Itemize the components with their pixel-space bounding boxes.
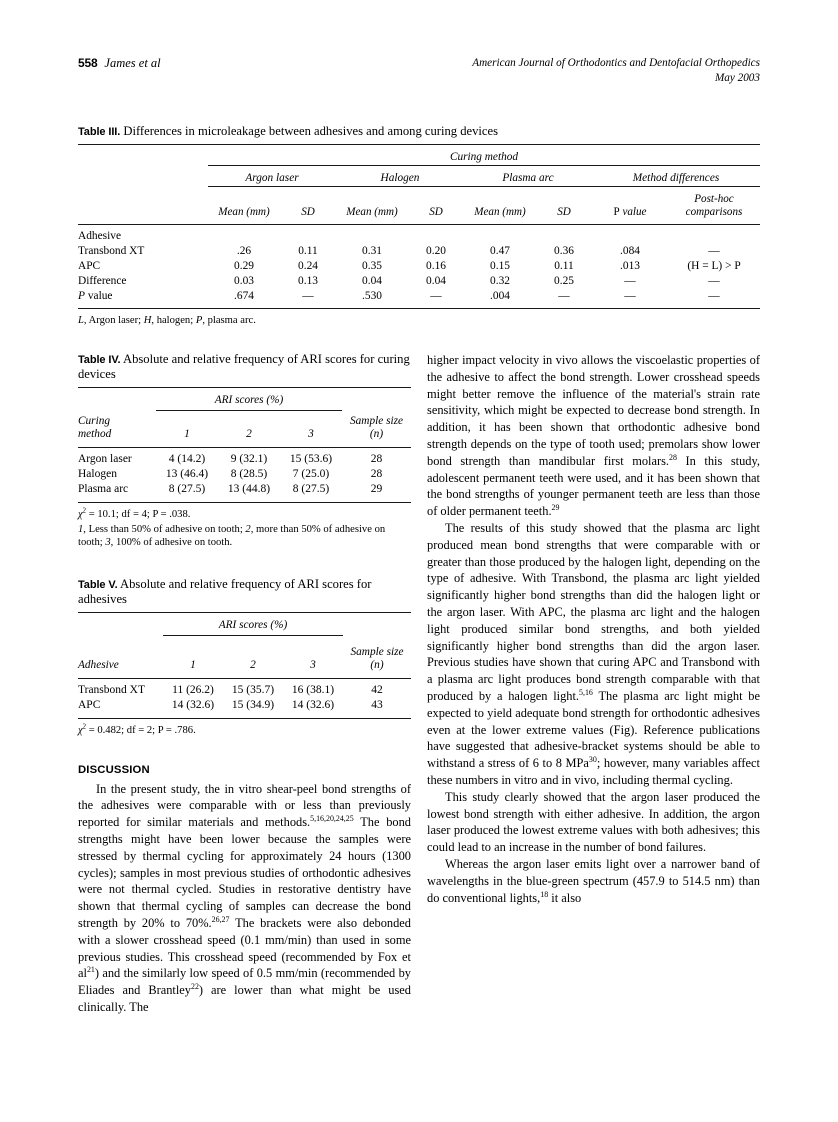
table-5-row-label: APC xyxy=(78,699,101,712)
table-5-caption xyxy=(78,577,411,608)
table-row xyxy=(78,288,760,303)
table-3-cell: 0.16 xyxy=(426,259,446,272)
left-column xyxy=(78,352,411,1016)
table-3-cell: — xyxy=(430,289,442,302)
table-3-cell: — xyxy=(624,274,636,287)
table-5-stats-footnote xyxy=(78,719,411,738)
table-3-cell: 0.15 xyxy=(490,259,510,272)
table-row xyxy=(78,258,760,273)
table-row xyxy=(78,225,760,244)
table-5-cell-n: 43 xyxy=(371,699,383,712)
para-text: The brackets were also debonded with a slower crosshead speed (0.1 mm/min) than used in some previous studies. This crosshead speed (recommended by Fox et al xyxy=(78,915,411,981)
table-4-col-2: 2 xyxy=(246,428,252,441)
table-4-stub-header xyxy=(78,410,156,444)
para-text: ; however, many variables affect these numbers in vitro and in vivo, including thermal cycling. xyxy=(427,756,760,787)
table-3-cell xyxy=(336,225,408,244)
table-3-cell: 0.24 xyxy=(298,259,318,272)
para-text: ) are lower than what might be used clinically. The xyxy=(78,983,411,1014)
table-3-cell xyxy=(464,225,536,244)
para-text: higher impact velocity in vivo allows the viscoelastic properties of the adhesive to affect the bond strength. Lower crosshead speeds might better remove the influence of the material's strain rate sensitivity, which might be expected to decrease bond strength. In addition, it has been shown that orthodontic adhesive bond strength depends on the type of tooth used; premolars show lower bond strength than mandibular first molars. xyxy=(427,353,760,468)
table-5-col-sample-size: Sample size (n) xyxy=(350,646,404,672)
table-3-cell: 0.04 xyxy=(362,274,382,287)
table-3-cell: .013 xyxy=(620,259,640,272)
table-3-cell xyxy=(208,225,280,244)
table-4-caption xyxy=(78,352,411,383)
table-3-cell xyxy=(280,225,336,244)
table-3-row-label: Adhesive xyxy=(78,229,122,242)
table-3-row-label: Difference xyxy=(78,274,127,287)
running-head xyxy=(78,56,760,87)
table-3-cell: .084 xyxy=(620,244,640,257)
table-3-cell: 0.04 xyxy=(426,274,446,287)
right-column xyxy=(427,352,760,906)
table-4-cell-n: 28 xyxy=(370,453,383,466)
table-4-cell: 9 (32.1) xyxy=(230,453,268,466)
ref-lights: 18 xyxy=(540,889,549,899)
table-5-cell: 11 (26.2) xyxy=(172,684,214,697)
table-3-row-label: Transbond XT xyxy=(78,244,145,257)
table-4-cell: 13 (44.8) xyxy=(227,483,271,496)
ref-mpa: 30 xyxy=(588,755,597,764)
table-row xyxy=(78,243,760,258)
table-4-cell: 8 (28.5) xyxy=(230,468,268,481)
table-3-label: Table III. xyxy=(78,126,121,138)
table-5-column-header-row xyxy=(78,635,411,675)
discussion-section xyxy=(78,764,411,1016)
table-3-cell: (H = L) > P xyxy=(687,259,741,272)
table-3-cell: 0.13 xyxy=(298,274,318,287)
table-3-col-posthoc xyxy=(668,187,760,220)
para-text: In the present study, the in vitro shear-peel bond strengths of the adhesives were comparable with or less than previously reported for similar materials and methods. xyxy=(78,781,411,830)
table-3-col-mean-plasma: Mean (mm) xyxy=(474,206,526,219)
page-number: 558 xyxy=(78,56,98,70)
table-3-footnote: L, Argon laser; H, halogen; P, plasma arc. xyxy=(78,315,256,327)
table-3-supergroup-row xyxy=(78,145,760,163)
ref-70pct: 26,27 xyxy=(211,914,230,924)
table-row xyxy=(78,467,411,482)
chi-symbol: χ xyxy=(78,508,83,520)
table-row xyxy=(78,698,411,713)
table-3-cell: 0.29 xyxy=(234,259,254,272)
table-4-cell-n: 28 xyxy=(370,468,383,481)
table-3-cell: 0.11 xyxy=(298,244,318,257)
table-4-cell: 4 (14.2) xyxy=(168,453,206,466)
table-4-row-label: Plasma arc xyxy=(78,483,129,496)
running-head-authors: James et al xyxy=(104,56,161,70)
table-row xyxy=(78,482,411,497)
table-3-cell xyxy=(668,225,760,244)
ref-methods: 5,16,20,24,25 xyxy=(310,814,354,823)
discussion-paragraph-4 xyxy=(427,856,760,906)
table-3-cell: 0.31 xyxy=(362,244,382,257)
table-5-cell: 15 (34.9) xyxy=(231,699,275,712)
table-5-grid xyxy=(78,613,411,713)
table-3-row-label-pvalue: P value xyxy=(78,289,113,302)
table-3-cell xyxy=(408,225,464,244)
table-3-cell: .26 xyxy=(236,244,252,257)
ref-fox: 21 xyxy=(86,965,95,975)
table-row xyxy=(78,273,760,288)
issue-date: May 2003 xyxy=(714,72,760,85)
table-3-cell: 0.11 xyxy=(554,259,574,272)
table-3 xyxy=(78,124,760,328)
chi-symbol: χ xyxy=(78,724,83,736)
table-4-group-row xyxy=(78,388,411,408)
discussion-paragraph-continued xyxy=(427,352,760,520)
table-3-col-sd-halogen: SD xyxy=(429,206,443,219)
table-row xyxy=(78,448,411,467)
table-5-stats-text: = 0.482; df = 2; P = .786. xyxy=(88,724,196,736)
table-5-label: Table V. xyxy=(78,579,118,592)
table-3-cell: — xyxy=(624,289,636,302)
table-5-cell: 14 (32.6) xyxy=(291,699,335,712)
table-3-cell: — xyxy=(302,289,314,302)
table-4-grid xyxy=(78,388,411,497)
table-4-stats-footnote xyxy=(78,503,411,522)
table-5-cell: 15 (35.7) xyxy=(231,684,275,697)
para-text: In this study, adolescent permanent teeth were used, and it has been shown that the bond strengths of younger permanent teeth are less than those of older permanent teeth. xyxy=(427,453,760,519)
table-5-col-1: 1 xyxy=(190,659,196,672)
table-4-stub-header-l1: Curing xyxy=(78,415,111,428)
table-5-cell-n: 42 xyxy=(371,684,383,697)
table-3-group-plasma: Plasma arc xyxy=(502,172,554,185)
table-row xyxy=(78,679,411,698)
table-3-cell: 0.20 xyxy=(426,244,446,257)
table-4-cell: 8 (27.5) xyxy=(168,483,206,496)
table-4-stub-header-l2: method xyxy=(78,428,112,441)
table-4-label: Table IV. xyxy=(78,354,121,366)
table-3-col-pvalue-rest: value xyxy=(619,206,647,219)
table-4-col-3: 3 xyxy=(308,428,314,441)
table-4-cell-n: 29 xyxy=(370,483,383,496)
para-text: Whereas the argon laser emits light over a narrower band of wavelengths in the blue-green spectrum (457.9 to 514.5 nm) than do conventional lights, xyxy=(427,856,760,905)
para-text: it also xyxy=(551,890,582,905)
discussion-heading: DISCUSSION xyxy=(78,763,150,776)
table-3-cell: 0.03 xyxy=(234,274,254,287)
para-text: This study clearly showed that the argon laser produced the lowest bond strength with either adhesive. In addition, the argon laser produced the lowest extreme values with both adhesives; this could lead to an increase in the number of bond failures. xyxy=(427,789,760,855)
table-4-col-1: 1 xyxy=(184,428,190,441)
para-text: The results of this study showed that the plasma arc light produced mean bond strengths that were comparable with or greater than those produced by the halogen light, depending on the type of adhesive. With Transbond, the plasma arc light yielded significantly higher bond strengths than did the halogen light or the argon laser. With APC, the plasma arc light and the halogen light produced similar bond strengths, and both yielded significantly higher bond strengths than did the argon laser. Previous studies have shown that curing APC and Transbond with a plasma arc light produces bond strength comparable with that produced by a halogen light. xyxy=(427,520,760,703)
table-4-score-legend: 1, Less than 50% of adhesive on tooth; 2, more than 50% of adhesive on tooth; 3, 100% of adhesive on tooth. xyxy=(78,523,386,549)
table-3-col-pvalue-p: P xyxy=(613,206,620,219)
table-5-group-header: ARI scores (%) xyxy=(218,618,288,631)
table-4-row-label: Argon laser xyxy=(78,453,132,466)
ref-eliades: 22 xyxy=(191,981,199,991)
table-3-col-posthoc-l2: comparisons xyxy=(685,206,743,219)
table-3-cell: — xyxy=(708,274,720,287)
table-5-stub-header: Adhesive xyxy=(78,659,119,672)
table-3-col-sd-plasma: SD xyxy=(557,206,571,219)
table-3-col-mean-halogen: Mean (mm) xyxy=(346,206,398,219)
table-3-group-argon: Argon laser xyxy=(245,172,299,185)
table-5-row-label: Transbond XT xyxy=(78,684,145,697)
table-3-cell: .530 xyxy=(362,289,382,302)
table-4-cell: 8 (27.5) xyxy=(292,483,330,496)
table-3-column-header-row xyxy=(78,187,760,220)
table-3-group-halogen: Halogen xyxy=(380,172,420,185)
table-3-row-label: APC xyxy=(78,259,101,272)
table-4-cell: 15 (53.6) xyxy=(289,453,333,466)
table-3-cell: — xyxy=(708,289,720,302)
table-3-col-mean-argon: Mean (mm) xyxy=(218,206,270,219)
table-4-cell: 7 (25.0) xyxy=(292,468,330,481)
table-3-cell: 0.32 xyxy=(490,274,510,287)
chi-exponent: 2 xyxy=(82,723,87,731)
table-3-cell: .004 xyxy=(490,289,510,302)
table-3-cell xyxy=(592,225,668,244)
para-text: The plasma arc light might be expected to yield adequate bond strength for orthodontic adhesives even at the lower extreme values (Fig). Reference publications have suggested that adhesive-bracket systems should be able to withstand a stress of 6 to 8 MPa xyxy=(427,688,760,771)
table-4 xyxy=(78,352,411,550)
table-3-col-sd-argon: SD xyxy=(301,206,315,219)
table-3-cell: .674 xyxy=(234,289,254,302)
table-3-caption xyxy=(78,124,760,139)
discussion-paragraph-2 xyxy=(427,520,760,789)
journal-title: American Journal of Orthodontics and Dentofacial Orthopedics xyxy=(472,57,760,69)
table-4-col-sample-size: Sample size (n) xyxy=(349,415,404,441)
table-4-group-header: ARI scores (%) xyxy=(214,393,284,406)
running-head-left xyxy=(78,56,161,71)
table-5-cell: 16 (38.1) xyxy=(291,684,335,697)
running-head-right xyxy=(472,56,760,87)
discussion-paragraph-3 xyxy=(427,789,760,856)
para-text: ) and the similarly low speed of 0.5 mm/min (recommended by Eliades and Brantley xyxy=(78,966,411,998)
table-4-stats-text: = 10.1; df = 4; P = .038. xyxy=(88,508,191,520)
table-3-col-posthoc-l1: Post-hoc xyxy=(694,193,734,206)
table-3-cell: — xyxy=(708,244,720,257)
table-3-col-pvalue xyxy=(592,187,668,220)
chi-exponent: 2 xyxy=(82,507,87,515)
ref-halogen: 5,16 xyxy=(579,687,593,697)
table-5-cell: 14 (32.6) xyxy=(171,699,215,712)
table-3-supergroup-label: Curing method xyxy=(449,151,519,164)
table-3-caption-text: Differences in microleakage between adhesives and among curing devices xyxy=(123,124,498,138)
table-5-col-3: 3 xyxy=(310,659,316,672)
ref-molars: 28 xyxy=(669,452,677,462)
discussion-paragraph-1 xyxy=(78,781,411,1016)
table-3-cell: 0.36 xyxy=(554,244,574,257)
ref-permanent: 29 xyxy=(551,503,560,513)
table-3-cell: — xyxy=(558,289,570,302)
table-5 xyxy=(78,577,411,738)
table-3-group-row xyxy=(78,166,760,185)
table-5-caption-text: Absolute and relative frequency of ARI scores for adhesives xyxy=(78,577,372,607)
table-4-cell: 13 (46.4) xyxy=(165,468,209,481)
table-3-group-method-diff: Method differences xyxy=(632,172,720,185)
table-3-cell xyxy=(536,225,592,244)
table-5-group-row xyxy=(78,613,411,633)
para-text: The bond strengths might have been lower because the samples were stressed by thermal cycling for approximately 24 hours (1300 cycles); samples in most previous studies of orthodontic adhesives were not thermal cycled. Studies in restorative dentistry have shown that thermal cycling of samples can decrease the bond strength by 20% to 70%. xyxy=(78,815,411,930)
table-3-cell: 0.35 xyxy=(362,259,382,272)
table-4-row-label: Halogen xyxy=(78,468,117,481)
table-3-cell: 0.47 xyxy=(490,244,510,257)
table-4-column-header-row xyxy=(78,410,411,444)
table-4-caption-text: Absolute and relative frequency of ARI scores for curing devices xyxy=(78,352,410,382)
table-3-grid xyxy=(78,145,760,303)
table-5-col-2: 2 xyxy=(250,659,256,672)
table-3-cell: 0.25 xyxy=(554,274,574,287)
